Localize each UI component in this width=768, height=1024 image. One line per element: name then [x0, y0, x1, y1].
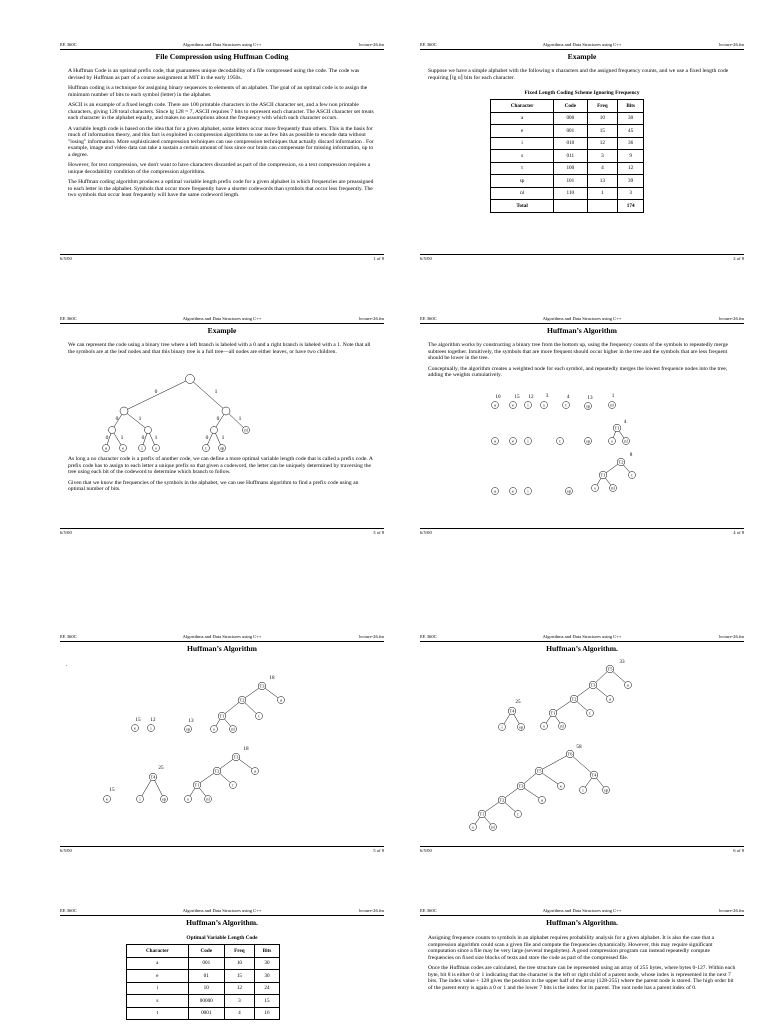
page-number: 3 of 8 [373, 530, 384, 535]
leaf-label: nl [491, 824, 495, 830]
slide-header [420, 42, 744, 52]
leaf-label: s [543, 402, 545, 408]
table-cell: 45 [618, 125, 644, 138]
leaf-label: nl [611, 485, 615, 491]
leaf-label: nl [560, 723, 564, 729]
table-cell: 3 [587, 150, 618, 163]
leaf-label: sp [567, 488, 571, 494]
table-row [491, 125, 644, 138]
node-label: T5 [536, 768, 542, 774]
huffman-step-diagram [420, 654, 744, 854]
weight-label: 33 [619, 659, 625, 665]
leaf-label: sp [586, 438, 590, 444]
header-subject: Algorithms and Data Structures using C++ [542, 634, 622, 639]
header-file: lecture-26.fm [359, 634, 384, 639]
slide-header [420, 316, 744, 326]
leaf-label: i [501, 724, 503, 730]
node-label: T1 [600, 472, 606, 478]
table-cell: a [127, 957, 189, 970]
slide-1 [60, 42, 384, 264]
edge-label: 0 [105, 435, 109, 441]
leaf-label: t [232, 782, 234, 788]
leaf-label: i [582, 787, 584, 793]
slide-footer [60, 848, 384, 856]
table-row [127, 957, 280, 970]
paragraph: However, for text compression, we don't want to have characters discarded as part of the compression, so a text compression requires a unique decodability condition of the compression algorithms. [68, 162, 371, 175]
table-cell: 000 [554, 112, 587, 125]
slide-footer [60, 530, 384, 538]
node-label: T1 [550, 710, 556, 716]
edge-label: 0 [141, 435, 145, 441]
edge-label: 0 [154, 389, 158, 395]
column-header: Character [491, 100, 554, 113]
node-label: T3 [259, 683, 265, 689]
page-number: 2 of 8 [733, 256, 744, 261]
page-number: 5 of 8 [373, 848, 384, 853]
paragraph: Once the Huffman codes are calculated, the tree structure can be represented using an array of 255 bytes, where bytes 0-127. Within each byte, bit 8 is either 0 or 1 indicating that the character is the left or right child of a parent node, whose index is represented in the next 7 bits. The index value + 128 gives the position in the upper half of the array (128-255) where the parent node is stored. The high order bit of the parent entry is again a 0 or 1 and the lower 7 bits is the index for its parent. The root node has a parent index of 0. [428, 965, 736, 991]
huffman-step-diagram [60, 654, 384, 854]
paragraph: ASCII is an example of a fixed length code. There are 100 printable characters in the ASCII character set, and a few non printable characters, giving 128 total characters. Since lg 128 = 7, ASCII requires 7 bits to represent each character. The ASCII character set treats each character in the alphabet equally, and makes no assumptions about the frequency with which each character occurs. [68, 102, 374, 121]
paragraph: The Huffman coding algorithm produces a optimal variable length prefix code for a given alphabet in which frequencies are preassigned to each letter in the alphabet. Symbols that occur more frequently have a shorter codewords than symbols that occur less frequently. The two symbols that occur least frequently will have the same codeword length. [68, 179, 374, 198]
leaf-label: i [139, 796, 141, 802]
table-cell: nl [491, 187, 554, 200]
header-course: EE 360C [420, 908, 437, 913]
node-label: T4 [150, 774, 156, 780]
leaf-label: sp [519, 724, 523, 730]
edge-label: 1 [138, 416, 142, 422]
node-label: T1 [219, 713, 225, 719]
leaf-label: nl [244, 427, 248, 433]
slide-header [60, 634, 384, 644]
table-row [127, 982, 280, 995]
table-cell: i [127, 982, 189, 995]
leaf-label: t [559, 438, 561, 444]
weight-label: 18 [269, 675, 275, 681]
slide-footer [420, 530, 744, 538]
header-subject: Algorithms and Data Structures using C++ [182, 316, 262, 321]
leaf-label: e [134, 725, 136, 731]
table-cell: 0001 [188, 1007, 224, 1020]
table-cell: 001 [188, 957, 224, 970]
slide-3 [60, 316, 384, 538]
table-row [491, 187, 644, 200]
leaf-label: s [543, 723, 545, 729]
slide-4 [420, 316, 744, 538]
table-row [491, 162, 644, 175]
table-cell: 01 [188, 970, 224, 983]
slide-title: Huffman’s Algorithm [187, 644, 257, 653]
paragraph: As long a no character code is a prefix of another code, we can define a more optimal variable length code that is called a prefix code. A prefix code has to assign to each letter a unique prefix so that given a codeword, the letter can be uniquely determined by traversing the tree using each bit of the codeword to determine which branch to follow. [68, 456, 373, 475]
table-cell: 101 [554, 175, 587, 188]
table-cell: 4 [224, 1007, 254, 1020]
column-header: Bits [254, 945, 279, 958]
edge-label: 1 [221, 435, 225, 441]
weight-label: 4 [623, 419, 627, 425]
table-cell: 10 [188, 982, 224, 995]
leaf-label: sp [604, 787, 608, 793]
slide-header [60, 316, 384, 326]
table-cell: 12 [224, 982, 254, 995]
weight-label: 25 [158, 765, 164, 771]
paragraph: Assigning frequence counts to symbols in an alphabet requires probability analysis for a given alphabet. It is also the case that a compression algorithm could scan a given file and compute the frequencies dynamically. However, this may require significant computation since a file may be very large (several megabytes). A good compression program can instead repeatedly compute frequencies on fixed size blocks of texts and store the code as part of the compressed file. [428, 935, 715, 961]
header-file: lecture-26.fm [359, 42, 384, 47]
leaf-label: a [494, 438, 496, 444]
table-row [491, 112, 644, 125]
paragraph: We can represent the code using a binary tree where a left branch is labeled with a 0 and a right branch is labeled with a 1. Note that all the symbols are at the leaf nodes and that this binary tree is a full tree—all nodes are either leaves, or have two children. [68, 342, 371, 355]
slide-body [428, 342, 736, 383]
table-cell [587, 200, 618, 213]
slide-footer [420, 256, 744, 264]
slide-7 [60, 908, 384, 1024]
table-cell: a [491, 112, 554, 125]
slide-6 [420, 634, 744, 856]
table-cell: 3 [224, 995, 254, 1008]
leaf-label: e [627, 682, 629, 688]
table-row [127, 970, 280, 983]
node-label: T1 [479, 811, 485, 817]
header-course: EE 360C [420, 634, 437, 639]
slide-2 [420, 42, 744, 264]
leaf-label: s [594, 485, 596, 491]
column-header: Character [127, 945, 189, 958]
node-label: T4 [591, 772, 597, 778]
leaf-label: t [631, 472, 633, 478]
weight-label: 58 [576, 744, 582, 750]
slide-header [60, 42, 384, 52]
header-course: EE 360C [60, 908, 77, 913]
header-file: lecture-26.fm [719, 42, 744, 47]
column-header: Code [188, 945, 224, 958]
total-label: Total [491, 200, 554, 213]
table-caption: Optimal Variable Length Code [186, 935, 258, 941]
node-label: T2 [499, 797, 505, 803]
table-cell: 15 [224, 970, 254, 983]
table-cell: t [127, 1007, 189, 1020]
table-row [491, 175, 644, 188]
footer-date: 6/5/00 [420, 848, 432, 853]
total-value: 174 [618, 200, 644, 213]
leaf-label: t [205, 445, 207, 451]
table-cell: 10 [224, 957, 254, 970]
table-row [491, 137, 644, 150]
edge-label: 1 [120, 435, 124, 441]
leaf-label: s [213, 726, 215, 732]
page-number: 6 of 8 [733, 848, 744, 853]
column-header: Freq [224, 945, 254, 958]
leaf-label: a [541, 797, 543, 803]
table-header-row [491, 100, 644, 113]
header-subject: Algorithms and Data Structures using C++ [542, 316, 622, 321]
table-cell: 110 [554, 187, 587, 200]
header-file: lecture-26.fm [359, 908, 384, 913]
table-cell: e [127, 970, 189, 983]
table-cell: 1 [587, 187, 618, 200]
slide-footer [60, 256, 384, 264]
weight-label: 12 [150, 717, 156, 723]
slide-header [420, 908, 744, 918]
leaf-label: t [565, 402, 567, 408]
leaf-label: i [527, 488, 529, 494]
leaf-label: e [512, 488, 514, 494]
table-cell: s [491, 150, 554, 163]
table-cell: 9 [618, 150, 644, 163]
node-label: T6 [567, 751, 573, 757]
slide-title: Huffman’s Algorithm [547, 326, 617, 335]
weight-label: 13 [587, 395, 593, 401]
header-file: lecture-26.fm [719, 634, 744, 639]
weight-label: 25 [515, 699, 521, 705]
weight-label: 4 [566, 394, 570, 400]
node-label: T3 [518, 783, 524, 789]
table-cell: 36 [618, 137, 644, 150]
slide-title: Example [207, 326, 237, 335]
table-cell: s [127, 995, 189, 1008]
table-cell: sp [491, 175, 554, 188]
paragraph: Huffman coding is a technique for assigning binary sequences to elements of an alphabet. The goal of an optimal code is to assign the minimum number of bits to each symbol (letter) in the alphabet. [68, 85, 368, 98]
code-tree-diagram [60, 371, 384, 451]
column-header: Freq [587, 100, 618, 113]
slide-footer [420, 848, 744, 856]
huffman-forest-diagram [420, 388, 744, 538]
paragraph: A variable length code is based on the idea that for a given alphabet, some letters occur more frequently than others. This is the basis for much of information theory, and this fact is exploited in compression algorithms to use as few bits as possible to encode data without "losing" information. More sophisticated compression techniques can use compression techniques that actually discard information . For example, image and video data can take a sustain a certain amount of loss since our brain can compensate for missing information, up to a degree. [68, 125, 374, 158]
slide-title: Huffman’s Algorithm. [186, 918, 258, 927]
node-label: T1 [614, 425, 620, 431]
table-cell: 001 [554, 125, 587, 138]
footer-date: 6/5/00 [60, 256, 72, 261]
header-file: lecture-26.fm [719, 908, 744, 913]
node-label: T3 [233, 754, 239, 760]
weight-label: 13 [188, 718, 194, 724]
header-course: EE 360C [60, 42, 77, 47]
edge-label: 1 [154, 435, 158, 441]
leaf-label: e [512, 402, 514, 408]
weight-label: 15 [135, 717, 141, 723]
weight-label: 1 [611, 393, 615, 399]
header-file: lecture-26.fm [719, 316, 744, 321]
table-cell: 39 [618, 175, 644, 188]
footer-date: 6/5/00 [420, 530, 432, 535]
table-row [127, 1007, 280, 1020]
column-header: Code [554, 100, 587, 113]
leaf-label: s [611, 438, 613, 444]
slide-title: Huffman’s Algorithm. [546, 644, 618, 653]
leaf-label: t [258, 713, 260, 719]
table-cell: 30 [254, 970, 279, 983]
leaf-label: i [141, 445, 143, 451]
footer-date: 6/5/00 [420, 256, 432, 261]
edge-label: 0 [216, 416, 220, 422]
stray-mark: . [66, 662, 68, 668]
table-cell: 13 [587, 175, 618, 188]
header-course: EE 360C [420, 316, 437, 321]
leaf-label: nl [206, 796, 210, 802]
table-cell: i [491, 137, 554, 150]
table-cell: 12 [618, 162, 644, 175]
leaf-label: e [106, 796, 108, 802]
table-cell: 30 [254, 957, 279, 970]
leaf-label: e [560, 783, 562, 789]
table-row [491, 150, 644, 163]
table-total-row [491, 200, 644, 213]
slide-body [68, 68, 376, 203]
leaf-label: t [589, 710, 591, 716]
slide-8 [420, 908, 744, 1024]
node-label: T3 [590, 682, 596, 688]
table-cell: 011 [554, 150, 587, 163]
paragraph: The algorithm works by constructing a binary tree from the bottom up, using the frequency counts of the symbols to repeatedly merge subtrees together. Intuitively, the symbols that are more frequent should occur higher in the tree and the symbols that are less frequent should be lower in the tree. [428, 342, 729, 361]
leaf-label: a [494, 402, 496, 408]
table-cell: t [491, 162, 554, 175]
leaf-label: a [280, 697, 282, 703]
slide-intro: Suppose we have a simple alphabet with the following n characters and the assigned frequency counts, and we use a fixed length code requiring ⌈lg n⌉ bits for each character. [428, 68, 729, 81]
node-label: T2 [239, 697, 245, 703]
header-file: lecture-26.fm [359, 316, 384, 321]
leaf-label: a [494, 488, 496, 494]
table-cell: 100 [554, 162, 587, 175]
leaf-label: a [104, 445, 108, 451]
header-course: EE 360C [420, 42, 437, 47]
slide-body [428, 935, 736, 995]
table-cell: 00000 [188, 995, 224, 1008]
table-row [127, 995, 280, 1008]
paragraph: Given that we know the frequencies of the symbols in the alphabet, we can use Huffmans algorithm to find a prefix code using an optimal number of bits. [68, 479, 359, 492]
slide-header [60, 908, 384, 918]
leaf-label: e [512, 438, 514, 444]
table-cell [554, 200, 587, 213]
leaf-label: sp [219, 445, 225, 451]
weight-label: 15 [109, 787, 115, 793]
header-subject: Algorithms and Data Structures using C++ [542, 908, 622, 913]
node-label: T1 [194, 782, 200, 788]
paragraph: Conceptually, the algorithm creates a weighted node for each symbol, and repeatedly merges the lowest frequence nodes into the tree, adding the weights cumulatively. [428, 365, 728, 378]
table-caption: Fixed Length Coding Scheme Ignoring Frequency [524, 90, 640, 96]
footer-date: 6/5/00 [60, 848, 72, 853]
edge-label: 0 [115, 416, 119, 422]
edge-label: 1 [238, 416, 242, 422]
weight-label: 15 [514, 394, 520, 400]
weight-label: 3 [545, 393, 549, 399]
footer-date: 6/5/00 [60, 530, 72, 535]
header-subject: Algorithms and Data Structures using C++ [182, 634, 262, 639]
optimal-code-table [126, 944, 280, 1020]
page-number: 1 of 8 [373, 256, 384, 261]
leaf-label: t [517, 811, 519, 817]
slide-header [420, 634, 744, 644]
weight-label: 10 [495, 394, 501, 400]
table-cell: 12 [587, 137, 618, 150]
node-label: T4 [509, 708, 515, 714]
table-cell: 010 [554, 137, 587, 150]
table-cell: 16 [254, 1007, 279, 1020]
leaf-label: s [187, 796, 189, 802]
leaf-label: sp [162, 796, 166, 802]
leaf-label: s [472, 824, 474, 830]
leaf-label: i [150, 725, 152, 731]
weight-label: 18 [243, 746, 249, 752]
leaf-label: a [609, 696, 611, 702]
paragraph: A Huffman Code is an optimal prefix code, that guarantees unique decodability of a file compressed using the code. The code was devised by Huffman as part of a course assignment at MIT in the early 1950s. [68, 68, 360, 81]
table-cell: 15 [254, 995, 279, 1008]
page-number: 4 of 8 [733, 530, 744, 535]
table-cell: 10 [587, 112, 618, 125]
node-label: T2 [571, 696, 577, 702]
slide-title: File Compression using Huffman Coding [155, 52, 289, 61]
edge-label: 0 [205, 435, 209, 441]
leaf-label: nl [231, 726, 235, 732]
node-label: T5 [607, 666, 613, 672]
table-header-row [127, 945, 280, 958]
table-cell: 15 [587, 125, 618, 138]
leaf-label: nl [624, 438, 628, 444]
table-cell: 3 [618, 187, 644, 200]
header-course: EE 360C [60, 634, 77, 639]
node-label: T2 [618, 459, 624, 465]
leaf-label: i [527, 402, 529, 408]
header-subject: Algorithms and Data Structures using C++ [182, 42, 262, 47]
slide-title: Huffman’s Algorithm. [546, 918, 618, 927]
header-subject: Algorithms and Data Structures using C++ [542, 42, 622, 47]
column-header: Bits [618, 100, 644, 113]
header-subject: Algorithms and Data Structures using C++ [182, 908, 262, 913]
slide-5 [60, 634, 384, 856]
weight-label: 8 [629, 452, 633, 458]
header-course: EE 360C [60, 316, 77, 321]
leaf-label: i [527, 438, 529, 444]
node-label: T2 [214, 768, 220, 774]
slide-title: Example [567, 52, 597, 61]
leaf-label: sp [586, 403, 590, 409]
table-cell: e [491, 125, 554, 138]
leaf-label: a [254, 768, 256, 774]
weight-label: 12 [528, 394, 534, 400]
leaf-label: e [121, 445, 125, 451]
table-cell: 30 [618, 112, 644, 125]
leaf-label: s [155, 445, 157, 451]
table-cell: 4 [587, 162, 618, 175]
table-cell: 24 [254, 982, 279, 995]
edge-label: 1 [214, 389, 218, 395]
slide-body [68, 456, 376, 497]
fixed-length-code-table [490, 99, 644, 213]
leaf-label: nl [610, 402, 614, 408]
leaf-label: sp [186, 726, 190, 732]
